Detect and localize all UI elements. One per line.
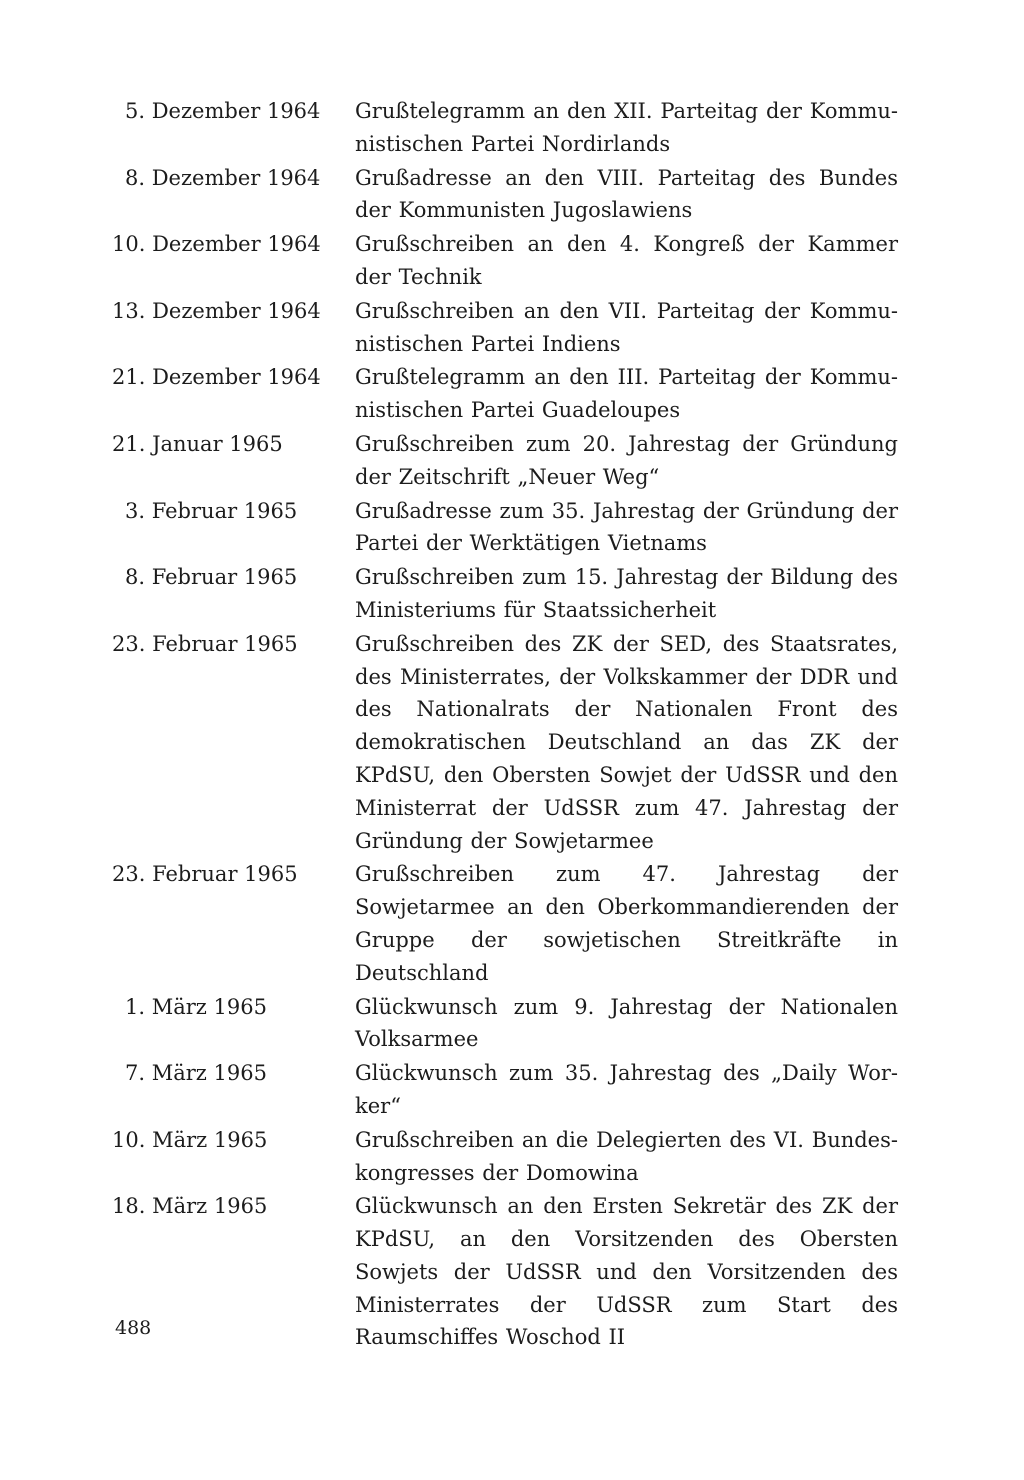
entry-date: 18. März 1965 [112,1194,268,1219]
entry-date: 8. Februar 1965 [125,565,298,590]
list-item [112,1057,912,1123]
entry-description: Grußschreiben an den 4. Kongreß der Kammer der Technik [355,232,898,289]
list-item [112,1124,912,1190]
list-item [112,295,912,361]
entry-description: Grußschreiben zum 15. Jahrestag der Bildung des Ministeriums für Staatssicherheit [355,565,898,622]
entry-date: 7. März 1965 [125,1061,267,1086]
entry-description: Glückwunsch zum 9. Jahrestag der Nationalen Volksarmee [355,994,898,1052]
entry-description: Grußschreiben zum 20. Jahrestag der Gründung der Zeitschrift „Neuer Weg“ [355,431,898,489]
entry-description: Grußtelegramm an den III. Parteitag der Kommunistischen Partei Guadeloupes [355,365,898,423]
entry-description: Grußadresse zum 35. Jahrestag der Gründung der Partei der Werktätigen Vietnams [355,498,898,556]
entry-date: 10. März 1965 [112,1127,268,1152]
entry-date: 23. Februar 1965 [112,862,298,887]
list-item [112,991,912,1057]
list-item [112,561,912,627]
list-item [112,228,912,294]
entry-description: Grußschreiben zum 47. Jahrestag der Sowjetarmee an den Oberkommandierenden der Gruppe der sowjetischen Streitkräfte in Deutschland [355,862,898,985]
chronology-list [112,95,912,1355]
list-item [112,428,912,494]
list-item [112,858,912,989]
entry-description: Grußschreiben an die Delegierten des VI. Bundeskongresses der Domowina [355,1127,898,1185]
entry-date: 1. März 1965 [125,994,267,1019]
entry-date: 5. Dezember 1964 [125,99,321,123]
entry-date: 8. Dezember 1964 [125,165,321,190]
list-item [112,1190,912,1354]
list-item [112,361,912,427]
entry-description: Grußadresse an den VIII. Parteitag des Bundes der Kommunisten Jugoslawiens [355,165,898,223]
entry-date: 3. Februar 1965 [125,498,298,523]
page-number: 488 [115,1317,152,1339]
entry-description: Grußschreiben des ZK der SED, des Staatsrates, des Ministerrates, der Volkskammer der DDR und des Nationalrats der Nationalen Front des demokratischen Deutschland an das ZK der KPdSU, den Obersten Sowjet der UdSSR und den Ministerrat der UdSSR zum 47. Jahrestag der Gründung der Sowjetarmee [355,631,898,853]
list-item [112,495,912,561]
list-item [112,162,912,228]
entry-date: 23. Februar 1965 [112,631,298,656]
entry-date: 10. Dezember 1964 [112,232,321,257]
entry-description: Grußschreiben an den VII. Parteitag der Kommunistischen Partei Indiens [355,298,898,356]
list-item [112,628,912,858]
entry-description: Glückwunsch zum 35. Jahrestag des „Daily Worker“ [355,1061,898,1118]
entry-description: Grußtelegramm an den XII. Parteitag der Kommunistischen Partei Nordirlands [355,99,898,156]
list-item [112,95,912,161]
entry-date: 21. Dezember 1964 [112,365,321,390]
entry-date: 13. Dezember 1964 [112,298,321,323]
entry-description: Glückwunsch an den Ersten Sekretär des ZK der KPdSU, an den Vorsitzenden des Obersten Sowjets der UdSSR und den Vorsitzenden des Ministerrates der UdSSR zum Start des Raumschiffes Woschod II [355,1194,898,1350]
entry-date: 21. Januar 1965 [112,431,283,456]
